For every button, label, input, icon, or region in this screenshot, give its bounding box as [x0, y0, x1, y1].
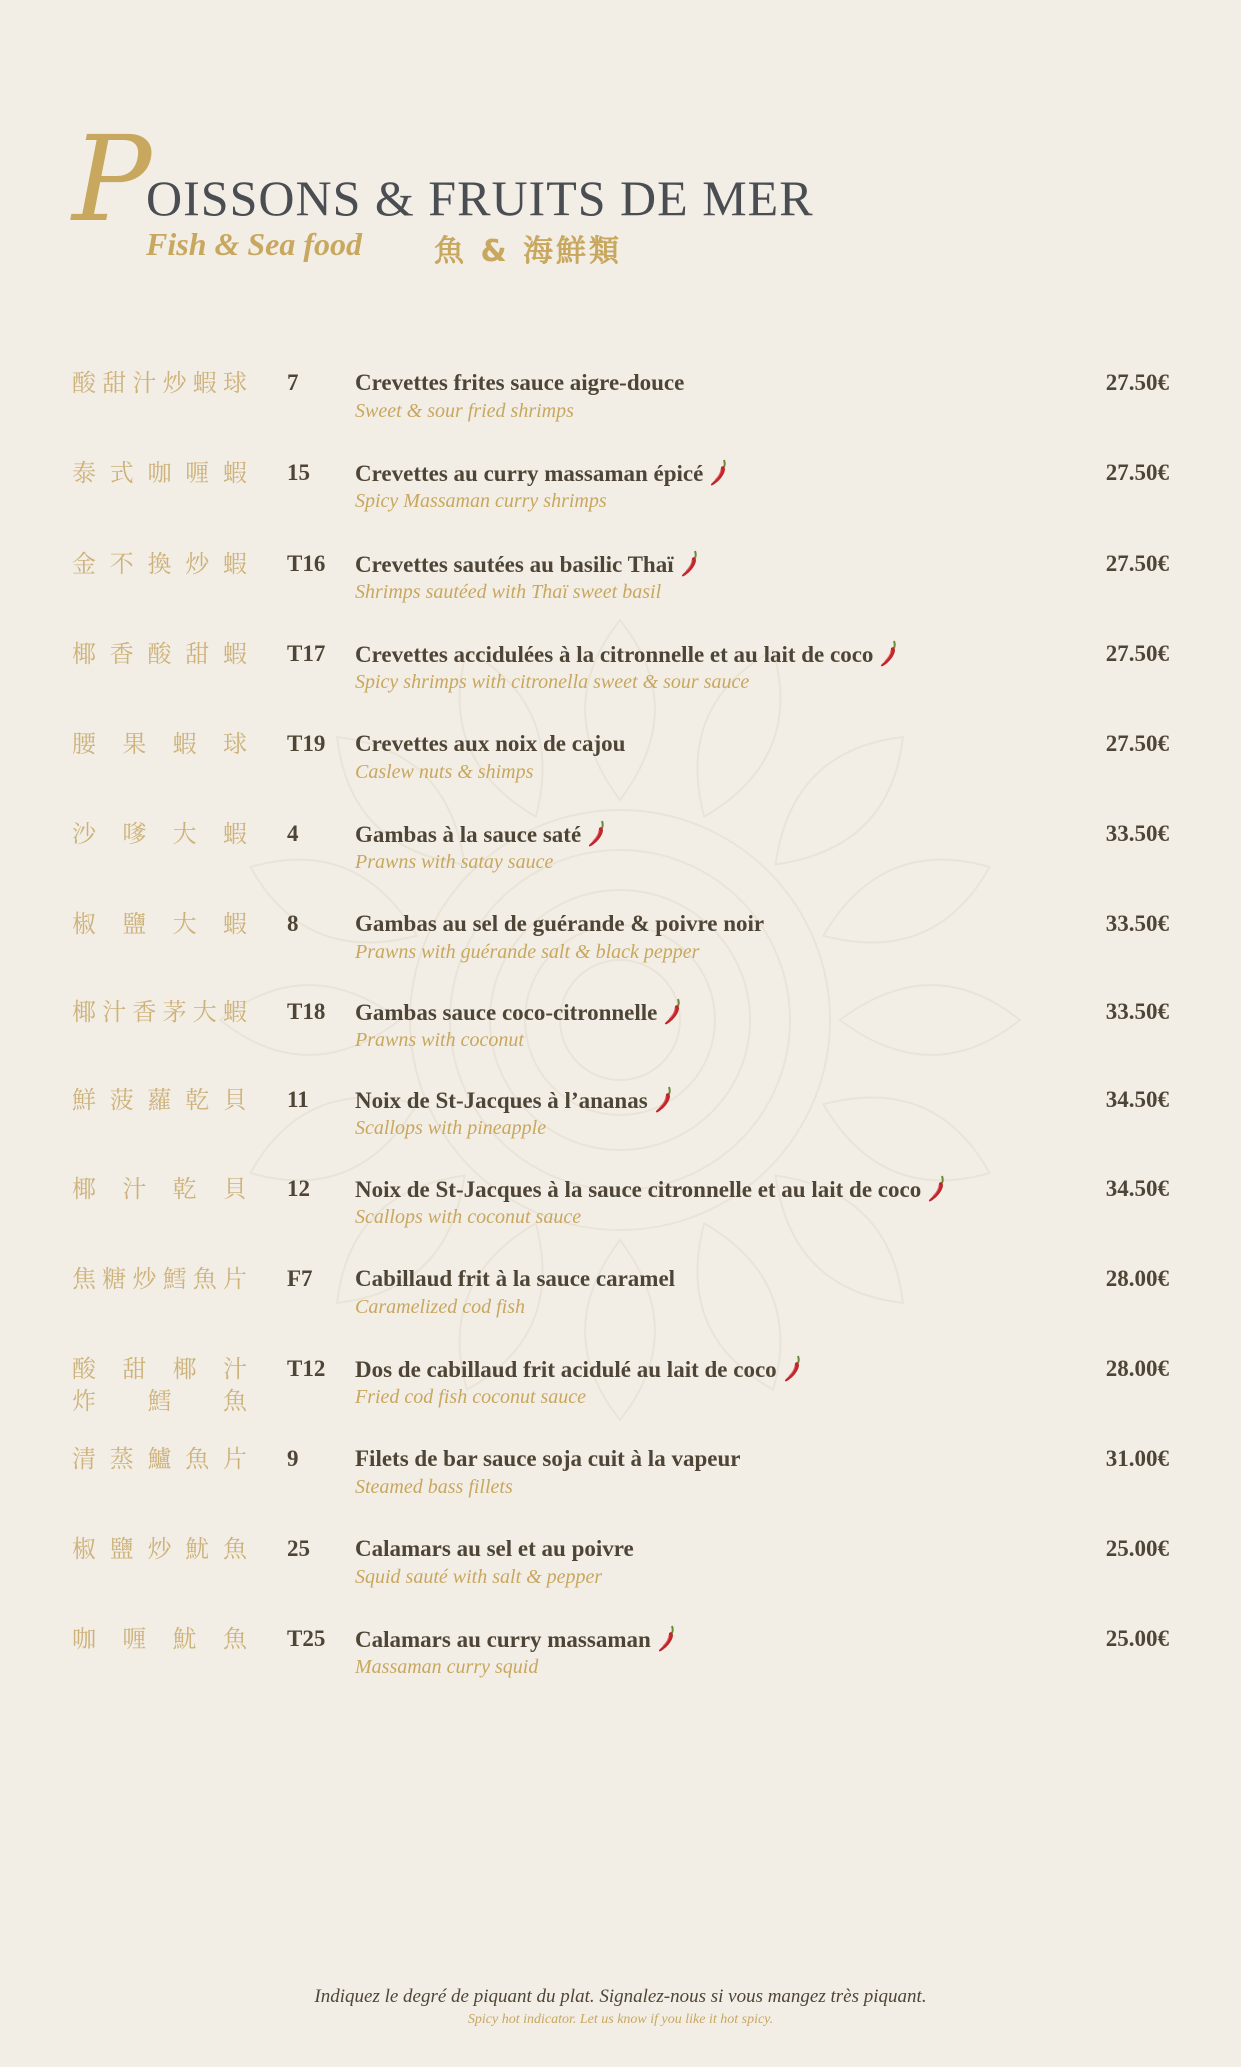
dish-number: T17	[287, 641, 326, 666]
dish-name-french	[355, 367, 684, 399]
dish-name-french	[355, 1533, 634, 1565]
dish-name-english: Scallops with pineapple	[355, 1117, 547, 1139]
menu-item	[0, 1263, 1241, 1343]
dish-number: 7	[287, 370, 299, 395]
chili-pepper-icon	[654, 1084, 676, 1114]
dish-price: 27.50€	[1105, 370, 1169, 395]
dish-name-french	[355, 818, 609, 851]
menu-item	[0, 1173, 1241, 1253]
subtitle-chinese: 魚 & 海鮮類	[434, 234, 623, 269]
dish-price: 31.00€	[1105, 1446, 1169, 1471]
dish-name-english: Squid sauté with salt & pepper	[355, 1566, 603, 1588]
dish-number: 4	[287, 821, 299, 846]
dish-number: 12	[287, 1176, 310, 1201]
title-initial: P	[72, 110, 152, 248]
dish-name-chinese: 酸甜椰汁 炸鱈魚	[72, 1355, 247, 1415]
spicy-note-french: Indiquez le degré de piquant du plat. Signalez-nous si vous mangez très piquant.	[314, 1986, 927, 2007]
dish-name-english: Prawns with satay sauce	[355, 851, 554, 873]
dish-name-french	[355, 996, 685, 1029]
dish-price: 27.50€	[1105, 641, 1169, 666]
dish-name-french	[355, 908, 764, 940]
dish-name-english: Prawns with guérande salt & black pepper	[355, 941, 700, 963]
dish-name-chinese: 泰式咖喱蝦	[72, 459, 247, 487]
dish-number: 9	[287, 1446, 299, 1471]
dish-name-french	[355, 1353, 805, 1386]
menu-item	[0, 728, 1241, 808]
dish-name-french	[355, 457, 731, 490]
dish-price: 28.00€	[1105, 1356, 1169, 1381]
dish-number: 15	[287, 460, 310, 485]
dish-name-english: Scallops with coconut sauce	[355, 1206, 582, 1228]
dish-name-text: Calamars au curry massaman	[355, 1627, 651, 1652]
dish-name-text: Dos de cabillaud frit acidulé au lait de coco	[355, 1357, 777, 1382]
dish-name-chinese: 椒鹽炒魷魚	[72, 1535, 247, 1563]
dish-name-text: Crevettes sautées au basilic Thaï	[355, 552, 674, 577]
dish-name-chinese: 鮮菠蘿乾貝	[72, 1086, 247, 1114]
chili-pepper-icon	[927, 1173, 949, 1203]
page-title: OISSONS & FRUITS DE MER	[146, 170, 814, 226]
dish-name-french	[355, 1443, 740, 1475]
dish-number: T19	[287, 731, 326, 756]
dish-name-english: Fried cod fish coconut sauce	[355, 1386, 587, 1408]
dish-name-chinese: 椰汁香茅大蝦	[72, 998, 247, 1026]
dish-number: 8	[287, 911, 299, 936]
dish-price: 27.50€	[1105, 460, 1169, 485]
dish-name-french	[355, 728, 625, 760]
dish-price: 27.50€	[1105, 731, 1169, 756]
menu-item	[0, 367, 1241, 447]
dish-name-french	[355, 548, 702, 581]
dish-name-chinese: 沙嗲大蝦	[72, 820, 247, 848]
dish-name-english: Massaman curry squid	[355, 1656, 539, 1678]
dish-price: 33.50€	[1105, 999, 1169, 1024]
dish-name-chinese: 椰汁乾貝	[72, 1175, 247, 1203]
dish-number: T16	[287, 551, 326, 576]
dish-name-french	[355, 1263, 675, 1295]
menu-item	[0, 457, 1241, 537]
dish-name-english: Prawns with coconut	[355, 1029, 524, 1051]
dish-name-chinese: 椒鹽大蝦	[72, 910, 247, 938]
chili-pepper-icon	[663, 996, 685, 1026]
chili-pepper-icon	[709, 457, 731, 487]
menu-item	[0, 1443, 1241, 1523]
dish-price: 33.50€	[1105, 821, 1169, 846]
dish-name-text: Gambas à la sauce saté	[355, 822, 582, 847]
dish-name-text: Noix de St-Jacques à l’ananas	[355, 1088, 648, 1113]
dish-name-text: Crevettes frites sauce aigre-douce	[355, 370, 685, 395]
dish-name-text: Filets de bar sauce soja cuit à la vapeur	[355, 1446, 741, 1471]
dish-name-text: Gambas au sel de guérande & poivre noir	[355, 911, 765, 936]
dish-name-text: Gambas sauce coco-citronnelle	[355, 1000, 658, 1025]
dish-name-english: Shrimps sautéed with Thaï sweet basil	[355, 581, 662, 603]
dish-name-english: Spicy Massaman curry shrimps	[355, 490, 607, 512]
menu-item	[0, 1353, 1241, 1433]
menu-item	[0, 908, 1241, 988]
dish-number: T25	[287, 1626, 326, 1651]
dish-price: 34.50€	[1105, 1087, 1169, 1112]
dish-number: 25	[287, 1536, 310, 1561]
dish-name-english: Sweet & sour fried shrimps	[355, 400, 574, 422]
dish-number: F7	[287, 1266, 313, 1291]
dish-name-text: Cabillaud frit à la sauce caramel	[355, 1266, 676, 1291]
menu-item	[0, 1084, 1241, 1164]
dish-number: T18	[287, 999, 326, 1024]
dish-name-chinese: 清蒸鱸魚片	[72, 1445, 247, 1473]
dish-name-french	[355, 1084, 676, 1117]
chili-pepper-icon	[879, 638, 901, 668]
chili-pepper-icon	[783, 1353, 805, 1383]
dish-name-text: Crevettes accidulées à la citronnelle et au lait de coco	[355, 642, 874, 667]
dish-number: T12	[287, 1356, 326, 1381]
menu-item	[0, 996, 1241, 1076]
dish-price: 34.50€	[1105, 1176, 1169, 1201]
chili-pepper-icon	[587, 818, 609, 848]
dish-name-english: Steamed bass fillets	[355, 1476, 513, 1498]
dish-price: 28.00€	[1105, 1266, 1169, 1291]
dish-price: 25.00€	[1105, 1536, 1169, 1561]
menu-item	[0, 638, 1241, 718]
dish-name-text: Crevettes aux noix de cajou	[355, 731, 626, 756]
dish-price: 25.00€	[1105, 1626, 1169, 1651]
dish-name-chinese: 焦糖炒鱈魚片	[72, 1265, 247, 1293]
dish-name-chinese: 腰果蝦球	[72, 730, 247, 758]
spicy-note-english: Spicy hot indicator. Let us know if you like it hot spicy.	[467, 2012, 774, 2027]
dish-name-chinese: 咖喱魷魚	[72, 1625, 247, 1653]
dish-name-chinese: 椰香酸甜蝦	[72, 640, 247, 668]
dish-name-chinese: 金不換炒蝦	[72, 550, 247, 578]
dish-name-text: Crevettes au curry massaman épicé	[355, 461, 704, 486]
dish-name-french	[355, 638, 901, 671]
subtitle-english: Fish & Sea food	[146, 226, 363, 262]
dish-name-french	[355, 1623, 679, 1656]
dish-name-text: Noix de St-Jacques à la sauce citronnelle et au lait de coco	[355, 1177, 922, 1202]
dish-price: 27.50€	[1105, 551, 1169, 576]
dish-number: 11	[287, 1087, 309, 1112]
menu-item	[0, 818, 1241, 898]
dish-price: 33.50€	[1105, 911, 1169, 936]
dish-name-french	[355, 1173, 949, 1206]
menu-item	[0, 1623, 1241, 1703]
chili-pepper-icon	[657, 1623, 679, 1653]
dish-name-english: Spicy shrimps with citronella sweet & sour sauce	[355, 671, 750, 693]
menu-item	[0, 1533, 1241, 1613]
dish-name-english: Caramelized cod fish	[355, 1296, 525, 1318]
chili-pepper-icon	[680, 548, 702, 578]
menu-item	[0, 548, 1241, 628]
dish-name-chinese: 酸甜汁炒蝦球	[72, 369, 247, 397]
dish-name-english: Caslew nuts & shimps	[355, 761, 534, 783]
dish-name-text: Calamars au sel et au poivre	[355, 1536, 634, 1561]
